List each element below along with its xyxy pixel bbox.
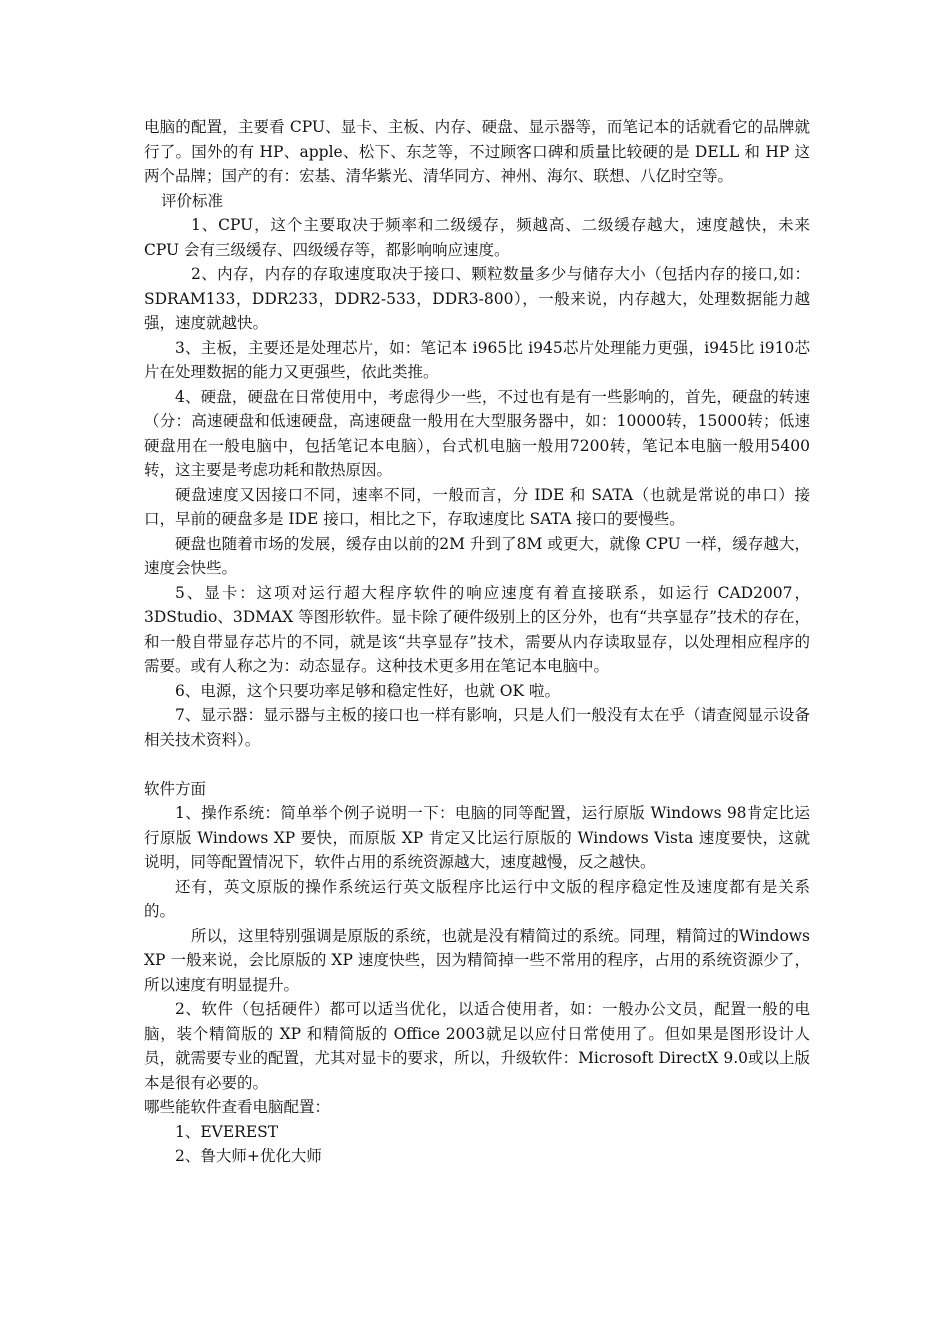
memory-paragraph: 2、内存，内存的存取速度取决于接口、颗粒数量多少与储存大小（包括内存的接口,如：SDRAM133，DDR233，DDR2-533，DDR3-800），一般来说，内存越大，处理数据能力越强，速度就越快。	[144, 265, 810, 332]
document-body	[144, 115, 810, 1169]
software-heading: 软件方面	[144, 779, 207, 798]
tools-heading: 哪些能软件查看电脑配置：	[144, 1098, 331, 1116]
graphics-paragraph: 5、显卡：这项对运行超大程序软件的响应速度有着直接联系，如运行 CAD2007，3DStudio、3DMAX 等图形软件。显卡除了硬件级别上的区分外，也有“共享显存”技术的存在，和一般自带显存芯片的不同，就是该“共享显存”技术，需要从内存读取显存，以处理相应程序的需要。或有人称之为：动态显存。这种技术更多用在笔记本电脑中。	[144, 583, 810, 675]
monitor-paragraph: 7、显示器：显示器与主板的接口也一样有影响，只是人们一般没有太在乎（请查阅显示设备相关技术资料）。	[144, 706, 810, 749]
harddisk-cache-paragraph: 硬盘也随着市场的发展，缓存由以前的2M 升到了8M 或更大，就像 CPU 一样，缓存越大，速度会快些。	[144, 534, 810, 577]
tool-item-everest: 1、EVEREST	[175, 1122, 279, 1141]
motherboard-paragraph: 3、主板，主要还是处理芯片，如：笔记本 i965比 i945芯片处理能力更强，i945比 i910芯片在处理数据的能力又更强些，依此类推。	[144, 338, 810, 381]
optimize-paragraph: 2、软件（包括硬件）都可以适当优化，以适合使用者，如：一般办公文员，配置一般的电脑，装个精简版的 XP 和精简版的 Office 2003就足以应付日常使用了。但如果是图形设计人员，就需要专业的配置，尤其对显卡的要求，所以，升级软件：Microsoft DirectX 9.0或以上版本是很有必要的。	[144, 1000, 810, 1092]
criteria-heading: 评价标准	[161, 191, 224, 210]
cpu-paragraph: 1、CPU，这个主要取决于频率和二级缓存，频越高、二级缓存越大，速度越快，未来 CPU 会有三级缓存、四级缓存等，都影响响应速度。	[144, 216, 810, 259]
power-paragraph: 6、电源，这个只要功率足够和稳定性好，也就 OK 啦。	[175, 681, 561, 700]
section-gap	[144, 752, 810, 777]
os-paragraph: 1、操作系统：简单举个例子说明一下：电脑的同等配置，运行原版 Windows 98肯定比运行原版 Windows XP 要快，而原版 XP 肯定又比运行原版的 Windows Vista 速度要快，这就说明，同等配置情况下，软件占用的系统资源越大，速度越慢，反之越快。	[144, 804, 810, 871]
harddisk-paragraph: 4、硬盘，硬盘在日常使用中，考虑得少一些，不过也有是有一些影响的，首先，硬盘的转速（分：高速硬盘和低速硬盘，高速硬盘一般用在大型服务器中，如：10000转，15000转；低速硬盘用在一般电脑中，包括笔记本电脑），台式机电脑一般用7200转，笔记本电脑一般用5400转，这主要是考虑功耗和散热原因。	[144, 387, 810, 479]
harddisk-interface-paragraph: 硬盘速度又因接口不同，速率不同，一般而言，分 IDE 和 SATA（也就是常说的串口）接口，早前的硬盘多是 IDE 接口，相比之下，存取速度比 SATA 接口的要慢些。	[144, 485, 810, 528]
english-os-paragraph: 还有，英文原版的操作系统运行英文版程序比运行中文版的程序稳定性及速度都有是关系的。	[144, 877, 810, 920]
intro-paragraph: 电脑的配置，主要看 CPU、显卡、主板、内存、硬盘、显示器等，而笔记本的话就看它的品牌就行了。国外的有 HP、apple、松下、东芝等，不过顾客口碑和质量比较硬的是 DELL 和 HP 这两个品牌；国产的有：宏基、清华紫光、清华同方、神州、海尔、联想、八亿时空等。	[144, 118, 810, 185]
tool-item-ludashi: 2、鲁大师+优化大师	[175, 1147, 322, 1165]
original-system-paragraph: 所以，这里特别强调是原版的系统，也就是没有精简过的系统。同理，精简过的Windows XP 一般来说，会比原版的 XP 速度快些，因为精简掉一些不常用的程序，占用的系统资源少了，所以速度有明显提升。	[144, 926, 810, 994]
